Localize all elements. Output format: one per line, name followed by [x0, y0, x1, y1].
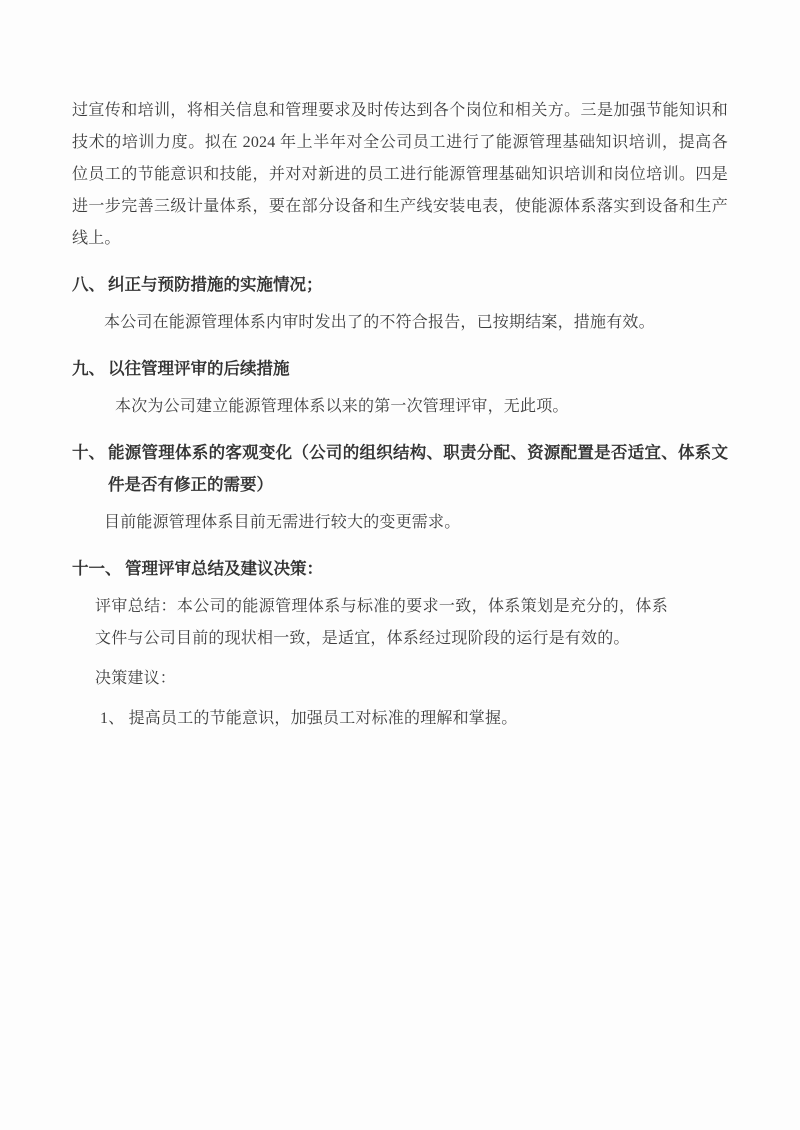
section-11-title: 管理评审总结及建议决策： [125, 560, 323, 578]
section-10-heading [72, 437, 728, 501]
section-9-heading [72, 353, 728, 385]
section-8-number: 八、 [72, 276, 105, 294]
decision-suggestions-label: 决策建议： [95, 670, 177, 687]
intro-paragraph: 过宣传和培训，将相关信息和管理要求及时传达到各个岗位和相关方。三是加强节能知识和技术的培训力度。拟在 2024 年上半年对全公司员工进行了能源管理基础知识培训，提高各位员工的节能意识和技能，并对对新进的员工进行能源管理基础知识培训和岗位培训。四是进一步完善三级计量体系，要在部分设备和生产线安装电表，使能源体系落实到设备和生产线上。 [72, 102, 728, 247]
section-10-body: 目前能源管理体系目前无需进行较大的变更需求。 [104, 514, 461, 531]
section-8-body: 本公司在能源管理体系内审时发出了的不符合报告，已按期结案，措施有效。 [104, 314, 655, 331]
section-10-title: 能源管理体系的客观变化（公司的组织结构、职责分配、资源配置是否适宜、体系文件是否有修正的需要） [108, 444, 728, 494]
section-11-body: 评审总结：本公司的能源管理体系与标准的要求一致，体系策划是充分的，体系文件与公司目前的现状相一致，是适宜，体系经过现阶段的运行是有效的。 [95, 598, 668, 647]
section-9-title: 以往管理评审的后续措施 [108, 360, 290, 378]
section-10-number: 十、 [72, 444, 105, 462]
decision-item-1: 1、 提高员工的节能意识，加强员工对标准的理解和掌握。 [100, 710, 518, 727]
section-9-number: 九、 [72, 360, 105, 378]
section-8-heading [72, 269, 728, 301]
section-11-number: 十一、 [72, 560, 122, 578]
section-11-heading [72, 553, 728, 585]
section-8-title: 纠正与预防措施的实施情况； [108, 276, 323, 294]
section-9-body: 本次为公司建立能源管理体系以来的第一次管理评审，无此项。 [115, 398, 569, 415]
